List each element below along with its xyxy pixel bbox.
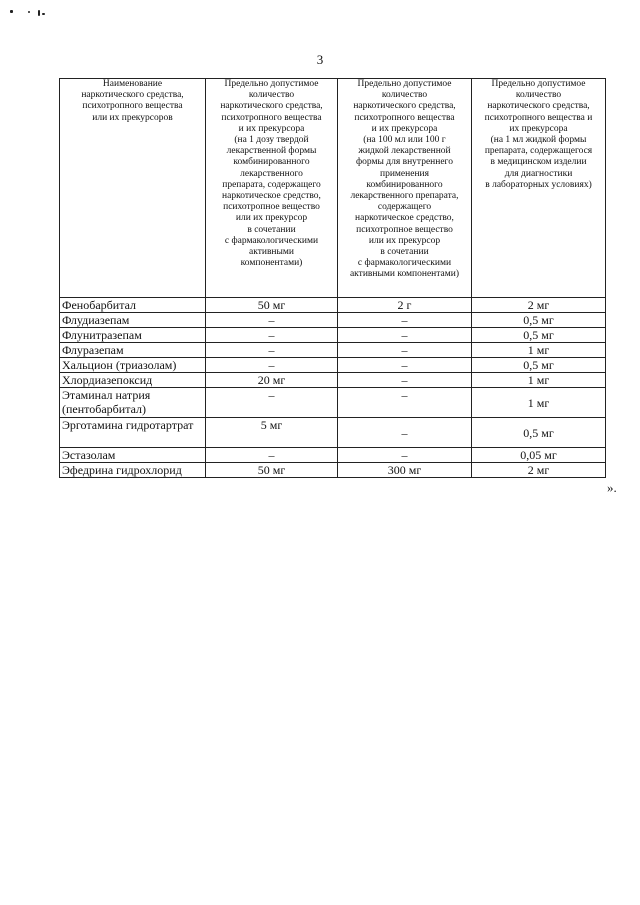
liquid-limit: – bbox=[338, 343, 472, 358]
solid-dose-limit: – bbox=[206, 343, 338, 358]
closing-quote-mark: ». bbox=[607, 480, 617, 495]
diagnostic-limit: 0,05 мг bbox=[472, 448, 606, 463]
solid-dose-limit: – bbox=[206, 448, 338, 463]
liquid-limit: – bbox=[338, 313, 472, 328]
substance-name: Флудиазепам bbox=[60, 313, 206, 328]
diagnostic-limit: 0,5 мг bbox=[472, 418, 606, 448]
table-row bbox=[60, 358, 606, 373]
table-row bbox=[60, 343, 606, 358]
substance-name: Фенобарбитал bbox=[60, 298, 206, 313]
header-liquid-limit: Предельно допустимое количество наркотического средства, психотропного вещества и их прекурсора (на 100 мл или 100 г жидкой лекарственной формы для внутреннего применения комбинированного лекарственного препарата, содержащего наркотическое средство, психотропное вещество или их прекурсор в сочетании с фармакологическими активными компонентами) bbox=[338, 79, 472, 298]
diagnostic-limit: 0,5 мг bbox=[472, 313, 606, 328]
liquid-limit: – bbox=[338, 373, 472, 388]
table-row bbox=[60, 373, 606, 388]
solid-dose-limit: – bbox=[206, 358, 338, 373]
table-row bbox=[60, 313, 606, 328]
liquid-limit: 2 г bbox=[338, 298, 472, 313]
solid-dose-limit: 50 мг bbox=[206, 298, 338, 313]
substance-name: Хлордиазепоксид bbox=[60, 373, 206, 388]
liquid-limit: – bbox=[338, 448, 472, 463]
substance-name: Эстазолам bbox=[60, 448, 206, 463]
diagnostic-limit: 1 мг bbox=[472, 373, 606, 388]
diagnostic-limit: 1 мг bbox=[472, 388, 606, 418]
solid-dose-limit: – bbox=[206, 328, 338, 343]
table-row bbox=[60, 418, 606, 448]
diagnostic-limit: 1 мг bbox=[472, 343, 606, 358]
header-diagnostic-limit: Предельно допустимое количество наркотического средства, психотропного вещества и их прекурсора (на 1 мл жидкой формы препарата, содержащегося в медицинском изделии для диагностики в лабораторных условиях) bbox=[472, 79, 606, 298]
scan-specks bbox=[10, 8, 70, 28]
solid-dose-limit: 5 мг bbox=[206, 418, 338, 448]
header-substance-name: Наименование наркотического средства, психотропного вещества или их прекурсоров bbox=[60, 79, 206, 298]
solid-dose-limit: 50 мг bbox=[206, 463, 338, 478]
table-row bbox=[60, 463, 606, 478]
liquid-limit: 300 мг bbox=[338, 463, 472, 478]
substance-name: Эрготамина гидротартрат bbox=[60, 418, 206, 448]
solid-dose-limit: – bbox=[206, 313, 338, 328]
table-row bbox=[60, 298, 606, 313]
header-solid-dose-limit: Предельно допустимое количество наркотического средства, психотропного вещества и их прекурсора (на 1 дозу твердой лекарственной формы комбинированного лекарственного препарата, содержащего наркотическое средство, психотропное вещество или их прекурсор в сочетании с фармакологическими активными компонентами) bbox=[206, 79, 338, 298]
substance-name: Эфедрина гидрохлорид bbox=[60, 463, 206, 478]
liquid-limit: – bbox=[338, 358, 472, 373]
drug-limits-table bbox=[59, 78, 606, 478]
substance-name: Флуразепам bbox=[60, 343, 206, 358]
diagnostic-limit: 0,5 мг bbox=[472, 358, 606, 373]
liquid-limit: – bbox=[338, 418, 472, 448]
substance-name: Этаминал натрия (пентобарбитал) bbox=[60, 388, 206, 418]
solid-dose-limit: – bbox=[206, 388, 338, 418]
diagnostic-limit: 0,5 мг bbox=[472, 328, 606, 343]
page-number: 3 bbox=[316, 52, 324, 67]
table-row bbox=[60, 328, 606, 343]
substance-name: Флунитразепам bbox=[60, 328, 206, 343]
table-header-row bbox=[60, 79, 606, 298]
substance-name: Хальцион (триазолам) bbox=[60, 358, 206, 373]
solid-dose-limit: 20 мг bbox=[206, 373, 338, 388]
liquid-limit: – bbox=[338, 388, 472, 418]
liquid-limit: – bbox=[338, 328, 472, 343]
table-row bbox=[60, 448, 606, 463]
table-row bbox=[60, 388, 606, 418]
diagnostic-limit: 2 мг bbox=[472, 298, 606, 313]
diagnostic-limit: 2 мг bbox=[472, 463, 606, 478]
